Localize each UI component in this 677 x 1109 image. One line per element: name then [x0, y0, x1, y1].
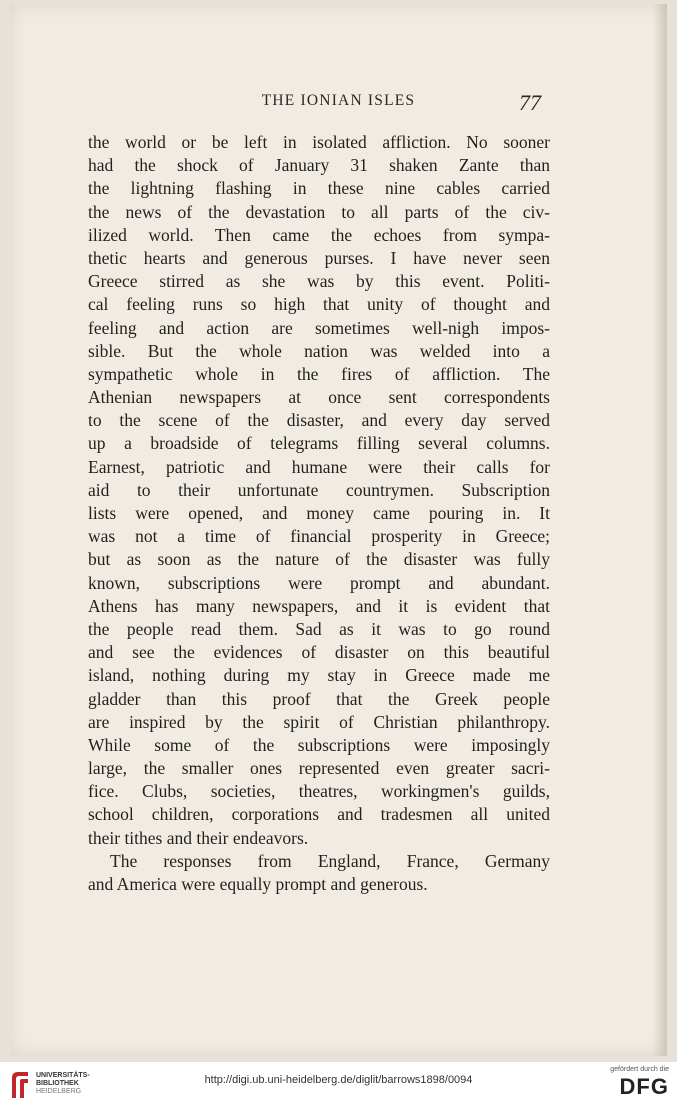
- text-line: lists were opened, and money came pouring in. It: [88, 503, 550, 523]
- library-name-line2: BIBLIOTHEK: [36, 1080, 79, 1087]
- text-line: and see the evidences of disaster on this beautiful: [88, 642, 550, 663]
- text-line: but as soon as the nature of the disaster was fully: [88, 549, 550, 570]
- text-line: to the scene of the disaster, and every day served: [88, 410, 550, 431]
- text-line: their tithes and their endeavors.: [88, 827, 309, 848]
- text-line: the news of the devastation to all parts of the civ-: [88, 201, 550, 222]
- text-line: cal feeling runs so high that unity of thought and: [88, 294, 550, 315]
- text-line: Greece stirred as she was by this event. Politi-: [88, 271, 550, 292]
- running-head: [10, 90, 667, 116]
- text-line: and America were equally prompt and generous.: [88, 874, 428, 894]
- text-line: The responses from England, France, Germany: [110, 850, 550, 871]
- source-url-link[interactable]: http://digi.ub.uni-heidelberg.de/diglit/barrows1898/0094: [204, 1074, 473, 1086]
- text-line: large, the smaller ones represented even greater sacri-: [88, 758, 550, 779]
- text-line: known, subscriptions were prompt and abundant.: [88, 572, 550, 593]
- book-page: [10, 4, 667, 1056]
- text-line: Athens has many newspapers, and it is evident that: [88, 595, 550, 616]
- body-text: [88, 131, 550, 896]
- text-line: While some of the subscriptions were imposingly: [88, 734, 550, 755]
- running-title: THE IONIAN ISLES: [261, 92, 416, 109]
- page-number: 77: [519, 90, 541, 115]
- text-line: the world or be left in isolated affliction. No sooner: [88, 132, 550, 152]
- page-edge-shadow: [653, 4, 667, 1056]
- text-line: thetic hearts and generous purses. I have never seen: [88, 247, 550, 268]
- text-line: feeling and action are sometimes well-nigh impos-: [88, 317, 550, 338]
- text-line: had the shock of January 31 shaken Zante than: [88, 155, 550, 176]
- text-line: aid to their unfortunate countrymen. Subscription: [88, 479, 550, 500]
- funder-block: [599, 1066, 669, 1099]
- text-line: gladder than this proof that the Greek people: [88, 688, 550, 709]
- text-line: ilized world. Then came the echoes from sympa-: [88, 224, 550, 245]
- text-line: sympathetic whole in the fires of affliction. The: [88, 363, 550, 384]
- text-line: fice. Clubs, societies, theatres, workingmen's guilds,: [88, 781, 550, 802]
- text-line: are inspired by the spirit of Christian philanthropy.: [88, 711, 550, 732]
- dfg-logo[interactable]: DFG: [619, 1074, 669, 1099]
- text-line: sible. But the whole nation was welded into a: [88, 340, 550, 361]
- text-line: was not a time of financial prosperity in Greece;: [88, 526, 550, 547]
- text-line: the lightning flashing in these nine cables carried: [88, 178, 550, 199]
- funder-note: gefördert durch die: [610, 1066, 669, 1073]
- text-line: Athenian newspapers at once sent correspondents: [88, 387, 550, 408]
- library-name-line1: UNIVERSITÄTS-: [36, 1072, 90, 1079]
- text-line: up a broadside of telegrams filling several columns.: [88, 433, 550, 454]
- text-line: school children, corporations and tradesmen all united: [88, 804, 550, 825]
- text-line: island, nothing during my stay in Greece made me: [88, 665, 550, 686]
- text-line: Earnest, patriotic and humane were their calls for: [88, 456, 550, 477]
- library-name-line3: HEIDELBERG: [36, 1088, 82, 1095]
- text-line: the people read them. Sad as it was to go round: [88, 618, 550, 639]
- footer-bar: [0, 1062, 677, 1109]
